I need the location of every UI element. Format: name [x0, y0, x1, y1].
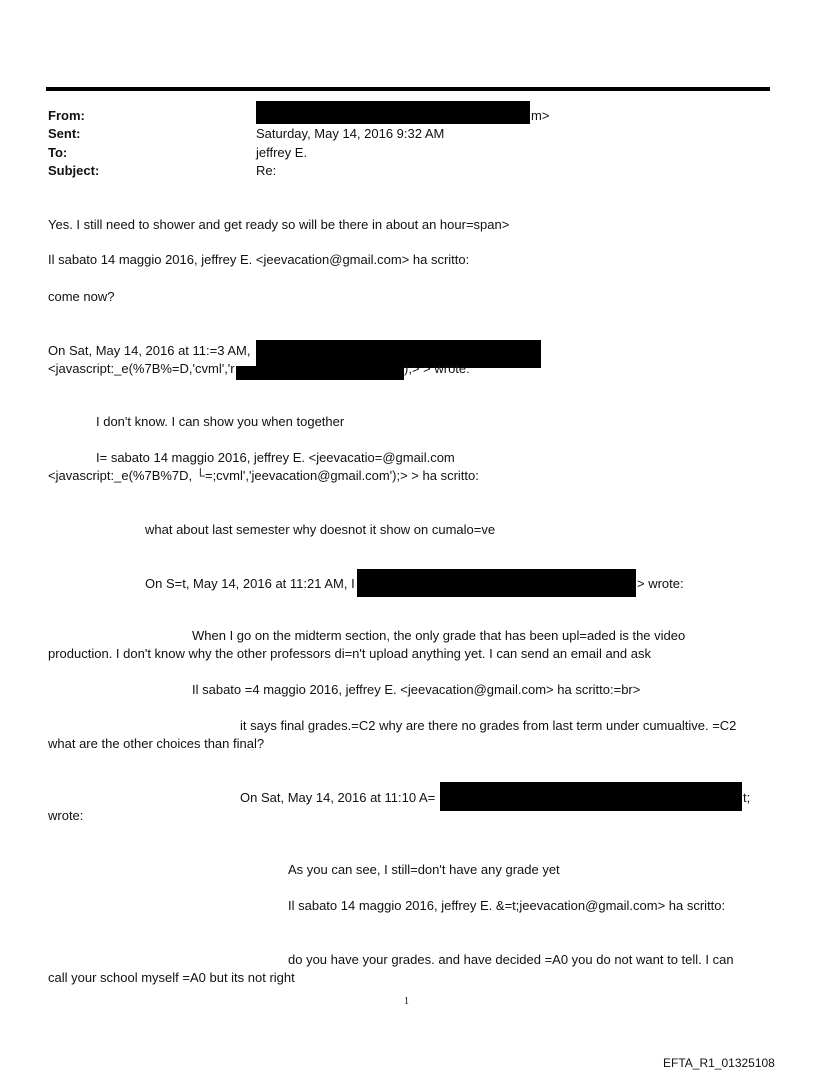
- redaction-sender: [256, 340, 541, 368]
- document-id: EFTA_R1_01325108: [663, 1056, 775, 1070]
- redaction-sender: [440, 782, 742, 811]
- body-line: come now?: [48, 289, 115, 304]
- redaction-from: [256, 101, 530, 124]
- header-rule: [46, 87, 770, 91]
- body-line: do you have your grades. and have decided =A0 you do not want to tell. I can: [288, 952, 734, 967]
- to-value: jeffrey E.: [256, 145, 308, 160]
- body-line: When I go on the midterm section, the only grade that has been upl=aded is the video: [192, 628, 686, 643]
- body-line: > wrote:: [637, 576, 684, 591]
- body-line: Il sabato =4 maggio 2016, jeffrey E. <jeevacation@gmail.com> ha scritto:=br>: [192, 682, 641, 697]
- body-line: I don't know. I can show you when together: [96, 414, 345, 429]
- body-line: Il sabato 14 maggio 2016, jeffrey E. <jeevacation@gmail.com> ha scritto:: [48, 252, 470, 267]
- body-line: production. I don't know why the other professors di=n't upload anything yet. I can send an email and ask: [48, 646, 651, 661]
- sent-value: Saturday, May 14, 2016 9:32 AM: [256, 126, 445, 141]
- body-line: it says final grades.=C2 why are there no grades from last term under cumualtive. =C2: [240, 718, 737, 733]
- to-label: To:: [48, 145, 68, 160]
- body-line: wrote:: [48, 808, 84, 823]
- redaction-sender: [357, 569, 636, 597]
- body-line: <javascript:_e(%7B%7D, └=;cvml','jeevacation@gmail.com');> > ha scritto:: [48, 468, 479, 483]
- from-value-tail: m>: [531, 108, 550, 123]
- body-line: I= sabato 14 maggio 2016, jeffrey E. <jeevacatio=@gmail.com: [96, 450, 455, 465]
- redaction-address: [236, 366, 404, 380]
- sent-label: Sent:: [48, 126, 81, 141]
- body-line: what about last semester why doesnot it show on cumalo=ve: [145, 522, 496, 537]
- body-line: On Sat, May 14, 2016 at 11:10 A=: [240, 790, 436, 805]
- body-line: call your school myself =A0 but its not right: [48, 970, 295, 985]
- body-line: <javascript:_e(%7B%=D,'cvml','r: [48, 361, 235, 376]
- body-line: As you can see, I still=don't have any grade yet: [288, 862, 560, 877]
- body-line: ),> > wrote:: [404, 361, 470, 376]
- body-line: what are the other choices than final?: [48, 736, 265, 751]
- body-line: Il sabato 14 maggio 2016, jeffrey E. &=t;jeevacation@gmail.com> ha scritto:: [288, 898, 726, 913]
- subject-value: Re:: [256, 163, 277, 178]
- subject-label: Subject:: [48, 163, 100, 178]
- body-line: Yes. I still need to shower and get ready so will be there in about an hour=span>: [48, 217, 510, 232]
- page-number: 1: [404, 996, 409, 1007]
- body-line: On S=t, May 14, 2016 at 11:21 AM, I: [145, 576, 355, 591]
- from-label: From:: [48, 108, 85, 123]
- body-line: t;: [743, 790, 751, 805]
- body-line: On Sat, May 14, 2016 at 11:=3 AM,: [48, 343, 251, 358]
